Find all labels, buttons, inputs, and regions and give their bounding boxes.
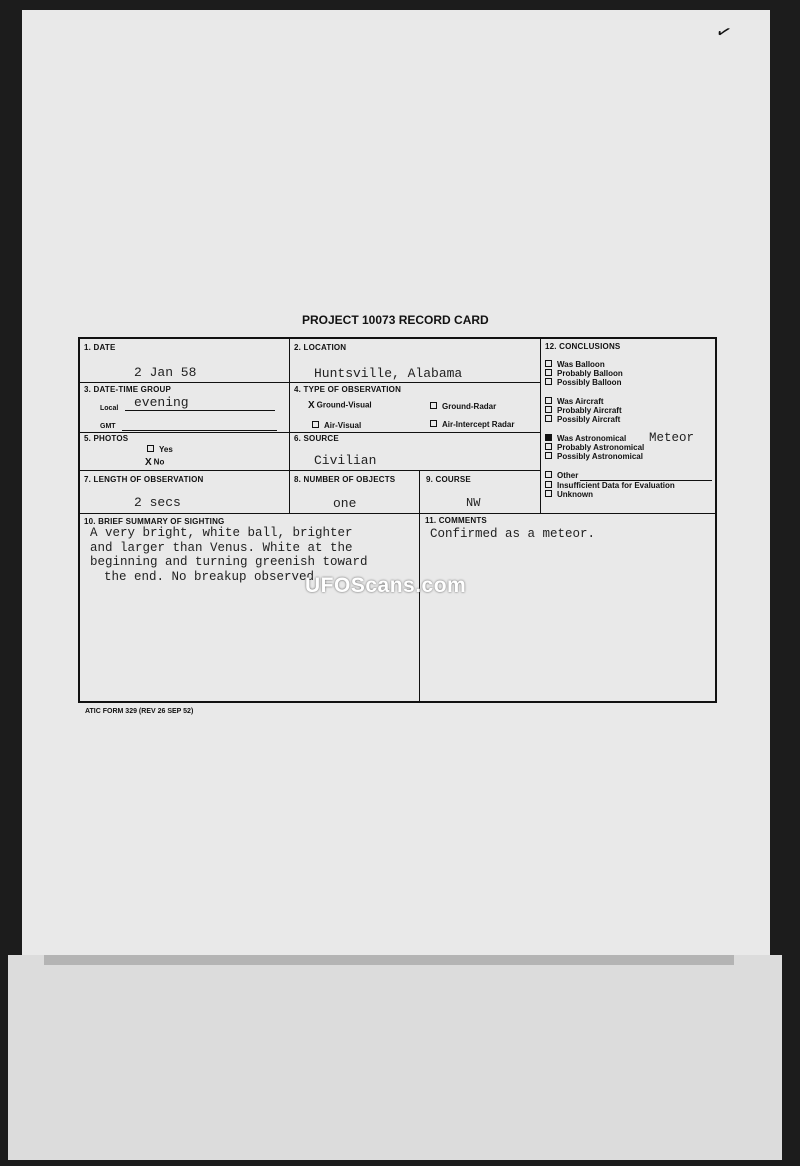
probably-astronomical-checkbox [545, 443, 552, 450]
corner-check-mark: ✓ [712, 20, 735, 45]
possibly-balloon-checkbox [545, 378, 552, 385]
comments-label: 11. COMMENTS [425, 516, 487, 525]
conclusion-other [545, 471, 578, 480]
divider-row1 [80, 382, 540, 383]
was-balloon-text: Was Balloon [557, 360, 605, 369]
length-value: 2 secs [134, 495, 181, 510]
conclusion-was-balloon [545, 360, 605, 369]
divider-col-conclusions [540, 339, 541, 513]
probably-aircraft-checkbox [545, 406, 552, 413]
objects-label: 8. NUMBER OF OBJECTS [294, 475, 396, 484]
ground-radar-checkbox [430, 402, 437, 409]
date-value: 2 Jan 58 [134, 365, 197, 380]
source-label: 6. SOURCE [294, 434, 339, 443]
air-intercept-radar-checkbox [430, 420, 437, 427]
gmt-label: GMT [100, 423, 116, 430]
possibly-aircraft-text: Possibly Aircraft [557, 415, 621, 424]
divider-col1 [289, 339, 290, 513]
conclusion-possibly-aircraft [545, 415, 620, 424]
length-label: 7. LENGTH OF OBSERVATION [84, 475, 204, 484]
ground-radar-text: Ground-Radar [442, 402, 497, 411]
source-value: Civilian [314, 453, 377, 468]
local-value: evening [134, 395, 189, 410]
photos-no-text: No [153, 457, 165, 467]
other-checkbox [545, 471, 552, 478]
was-aircraft-text: Was Aircraft [557, 397, 604, 406]
divider-row4 [80, 513, 717, 514]
card-title: PROJECT 10073 RECORD CARD [302, 313, 489, 327]
ground-visual-text: Ground-Visual [316, 400, 372, 410]
option-air-intercept-radar [430, 420, 514, 429]
conclusions-label: 12. CONCLUSIONS [545, 342, 621, 351]
was-astronomical-checkbox [545, 434, 552, 441]
sheet-edge-shadow [44, 955, 734, 965]
option-ground-radar [430, 402, 496, 411]
conclusion-possibly-astronomical [545, 452, 643, 461]
insufficient-data-checkbox [545, 481, 552, 488]
option-photos-no [145, 457, 164, 468]
comments-value: Confirmed as a meteor. [430, 527, 596, 541]
unknown-text: Unknown [557, 490, 593, 499]
was-balloon-checkbox [545, 360, 552, 367]
form-number: ATIC FORM 329 (REV 26 SEP 52) [85, 708, 194, 715]
location-value: Huntsville, Alabama [314, 366, 463, 381]
possibly-balloon-text: Possibly Balloon [557, 378, 622, 387]
photos-yes-checkbox [147, 445, 154, 452]
date-label: 1. DATE [84, 343, 116, 352]
probably-balloon-text: Probably Balloon [557, 369, 623, 378]
conclusion-unknown [545, 490, 593, 499]
location-label: 2. LOCATION [294, 343, 347, 352]
local-label: Local [100, 405, 119, 412]
possibly-aircraft-checkbox [545, 415, 552, 422]
possibly-astronomical-checkbox [545, 452, 552, 459]
probably-aircraft-text: Probably Aircraft [557, 406, 622, 415]
possibly-astronomical-text: Possibly Astronomical [557, 452, 643, 461]
option-ground-visual [308, 400, 372, 411]
air-intercept-radar-text: Air-Intercept Radar [442, 420, 515, 429]
was-aircraft-checkbox [545, 397, 552, 404]
divider-row3 [80, 470, 540, 471]
conclusion-insufficient-data [545, 481, 675, 490]
type-of-observation-label: 4. TYPE OF OBSERVATION [294, 385, 402, 394]
was-astronomical-text: Was Astronomical [557, 434, 627, 443]
insufficient-data-text: Insufficient Data for Evaluation [557, 481, 675, 490]
photos-yes-text: Yes [159, 445, 173, 454]
conclusion-was-aircraft [545, 397, 604, 406]
divider-row2 [80, 432, 540, 433]
probably-balloon-checkbox [545, 369, 552, 376]
photos-no-checkbox: X [145, 457, 152, 468]
conclusion-probably-balloon [545, 369, 623, 378]
date-time-group-label: 3. DATE-TIME GROUP [84, 385, 172, 394]
objects-value: one [333, 496, 357, 511]
summary-label: 10. BRIEF SUMMARY OF SIGHTING [84, 517, 225, 526]
summary-line: and larger than Venus. White at the [90, 540, 353, 555]
conclusion-probably-astronomical [545, 443, 644, 452]
photos-label: 5. PHOTOS [84, 434, 129, 443]
conclusion-possibly-balloon [545, 378, 621, 387]
course-label: 9. COURSE [426, 475, 471, 484]
was-astronomical-note: Meteor [649, 431, 695, 445]
unknown-checkbox [545, 490, 552, 497]
summary-line: beginning and turning greenish toward [90, 555, 368, 569]
course-value: NW [466, 496, 481, 510]
summary-line: A very bright, white ball, brighter [90, 526, 353, 540]
option-air-visual [312, 421, 361, 430]
conclusion-probably-aircraft [545, 406, 622, 415]
conclusion-was-astronomical [545, 434, 626, 443]
ground-visual-checkbox: X [308, 400, 315, 411]
lower-paper-sheet [8, 955, 782, 1160]
gmt-underline [122, 430, 277, 431]
probably-astronomical-text: Probably Astronomical [557, 443, 645, 452]
other-text: Other [557, 471, 579, 480]
local-underline [125, 410, 275, 411]
option-photos-yes [147, 445, 173, 454]
air-visual-text: Air-Visual [324, 421, 362, 430]
watermark: UFOScans.com [305, 574, 467, 597]
summary-line: the end. No breakup observed. [104, 569, 322, 584]
record-card-form [78, 337, 717, 703]
air-visual-checkbox [312, 421, 319, 428]
